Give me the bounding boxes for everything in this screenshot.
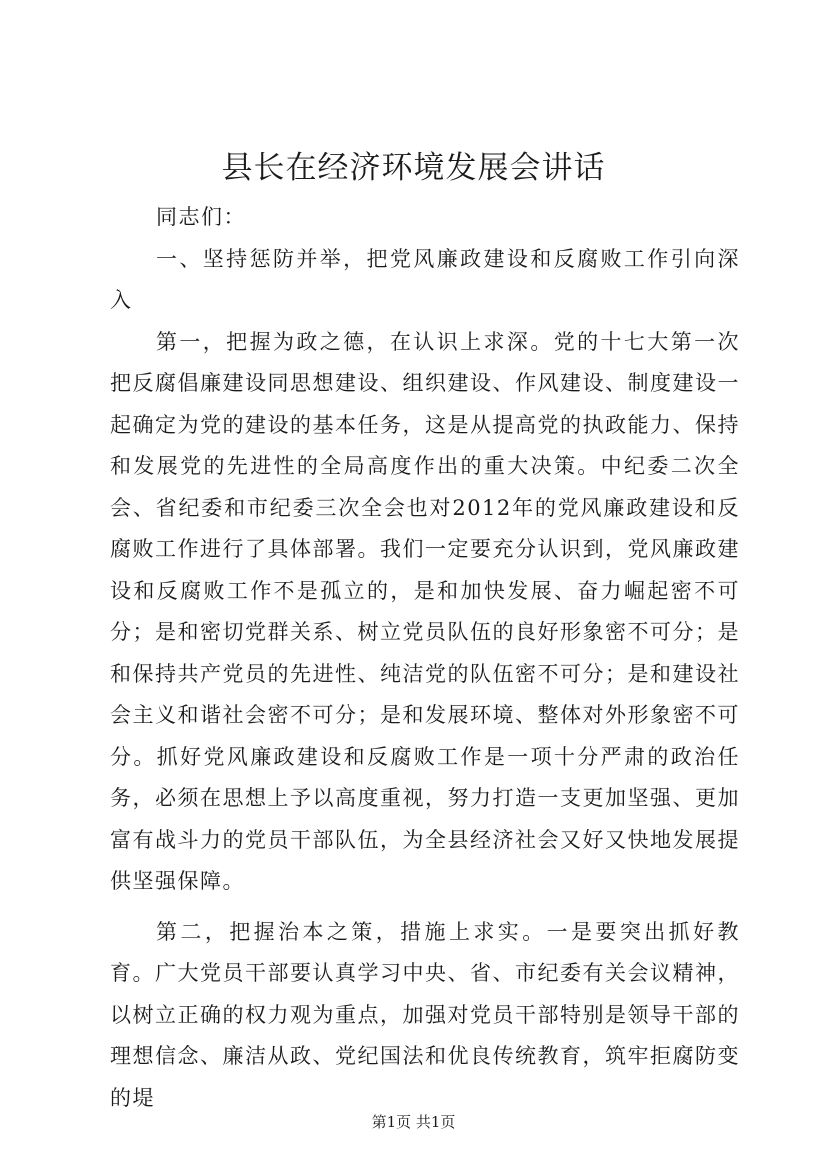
document-title: 县长在经济环境发展会讲话 — [221, 150, 606, 186]
greeting: 同志们： — [156, 205, 246, 229]
page-number-footer: 第1页 共1页 — [371, 1113, 456, 1131]
paragraph: 第一，把握为政之德，在认识上求深。党的十七大第一次把反腐倡廉建设同思想建设、组织建设、作风建设、制度建设一起确定为党的建设的基本任务，这是从提高党的执政能力、保持和发展党的先进性的全局高度作出的重大决策。中纪委二次全会、省纪委和市纪委三次全会也对2012年的党风廉政建设和反腐败工作进行了具体部署。我们一定要充分认识到，党风廉政建设和反腐败工作不是孤立的，是和加快发展、奋力崛起密不可分；是和密切党群关系、树立党员队伍的良好形象密不可分；是和保持共产党员的先进性、纯洁党的队伍密不可分；是和建设社会主义和谐社会密不可分；是和发展环境、整体对外形象密不可分。抓好党风廉政建设和反腐败工作是一项十分严肃的政治任务，必须在思想上予以高度重视，努力打造一支更加坚强、更加富有战斗力的党员干部队伍，为全县经济社会又好又快地发展提供坚强保障。 — [110, 329, 740, 893]
document-body — [110, 197, 740, 1119]
section-heading: 一、坚持惩防并举，把党风廉政建设和反腐败工作引向深入 — [110, 246, 740, 312]
paragraph: 第二，把握治本之策，措施上求实。一是要突出抓好教育。广大党员干部要认真学习中央、省、市纪委有关会议精神，以树立正确的权力观为重点，加强对党员干部特别是领导干部的理想信念、廉洁从政、党纪国法和优良传统教育，筑牢拒腐防变的堤 — [110, 919, 740, 1110]
